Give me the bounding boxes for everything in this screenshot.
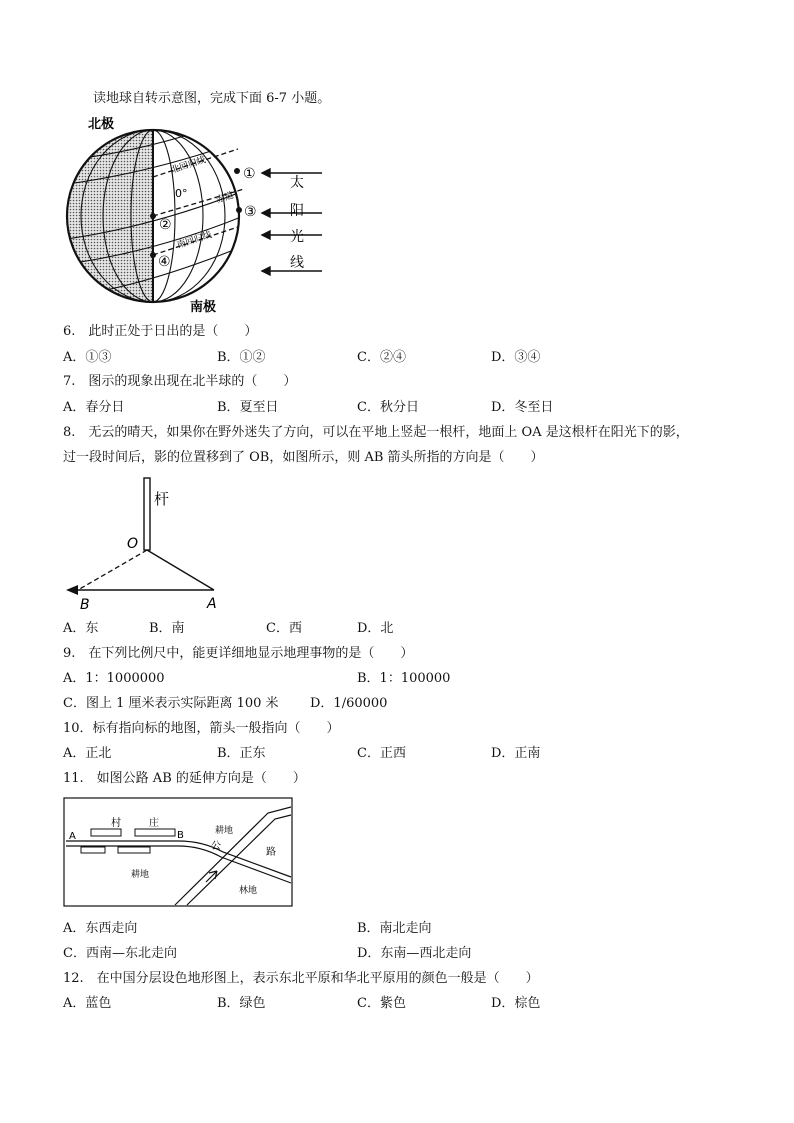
sunlight-char-2: 阳 [290,203,304,219]
village-block-3 [81,847,105,853]
q11-option-c[interactable]: C．西南—东北走向 [63,946,177,961]
village-char-1: 村 [111,818,121,829]
arrow-head [66,585,78,595]
tropic-capricorn-label: 南回归线 [175,230,214,251]
village-char-2: 庄 [149,818,159,829]
q11-option-d[interactable]: D．东南—西北走向 [357,946,472,961]
highway-char-1: 公 [211,841,221,852]
q12-stem: 12. 在中国分层设色地形图上，表示东北平原和华北平原用的颜色一般是（ ） [63,971,539,986]
q9-option-a[interactable]: A．1：1000000 [63,671,165,686]
q11-stem: 11. 如图公路 AB 的延伸方向是（ ） [63,771,306,786]
sunlight-char-1: 太 [290,175,304,191]
equator-label: 赤道 [214,190,236,206]
point-a-label: A [207,596,217,612]
marker-4: ④ [158,254,171,270]
shadow-ob [78,550,147,590]
q7-option-c[interactable]: C．秋分日 [357,400,419,415]
farmland-label-bottom: 耕地 [131,870,150,880]
q7-option-a[interactable]: A．春分日 [63,400,125,415]
forest-label: 林地 [239,886,258,896]
q8-option-d[interactable]: D．北 [357,621,394,636]
sunlight-char-4: 线 [290,255,304,271]
q8-option-c[interactable]: C．西 [266,621,302,636]
point-1-dot [234,168,240,174]
q8-option-b[interactable]: B．南 [149,621,185,636]
q9-option-c[interactable]: C．图上 1 厘米表示实际距离 100 米 [63,696,279,711]
point-3-dot [236,207,242,213]
q11-option-a[interactable]: A．东西走向 [63,921,138,936]
q10-option-d[interactable]: D．正南 [491,746,541,761]
intro-text: 读地球自转示意图，完成下面 6-7 小题。 [93,91,331,106]
q10-option-c[interactable]: C．正西 [357,746,406,761]
q7-option-b[interactable]: B．夏至日 [217,400,279,415]
south-pole-label: 南极 [190,300,217,315]
marker-3: ③ [244,204,257,220]
q6-option-d[interactable]: D．③④ [491,350,541,365]
q12-option-d[interactable]: D．棕色 [491,996,541,1011]
earth-rotation-diagram [60,115,340,315]
q7-option-d[interactable]: D．冬至日 [491,400,554,415]
village-block-1 [91,829,121,836]
point-4-dot [150,252,156,258]
q7-stem: 7. 图示的现象出现在北半球的（ ） [63,374,297,389]
road-label-a: A [69,831,76,842]
road-label-b: B [177,830,184,841]
q10-stem: 10．标有指向标的地图，箭头一般指向（ ） [63,721,340,736]
tropic-cancer-label: 北回归线 [169,155,208,176]
q12-option-c[interactable]: C．紫色 [357,996,406,1011]
q11-option-b[interactable]: B．南北走向 [357,921,432,936]
pole-label: 杆 [154,490,170,508]
point-o-label: O [127,536,139,552]
farmland-label-top: 耕地 [215,826,234,836]
night-side [67,130,153,302]
q6-option-c[interactable]: C．②④ [357,350,406,365]
marker-1: ① [243,166,256,182]
point-2-dot [150,213,156,219]
zero-degree-label: 0° [175,187,188,200]
q10-option-a[interactable]: A．正北 [63,746,112,761]
q6-option-a[interactable]: A．①③ [63,350,112,365]
q6-stem: 6. 此时正处于日出的是（ ） [63,324,258,339]
pole-shadow-diagram [60,472,240,617]
q9-option-b[interactable]: B．1：100000 [357,671,451,686]
sunlight-char-3: 光 [290,229,304,245]
village-block-4 [118,847,150,853]
marker-2: ② [159,217,172,233]
shadow-oa [147,550,214,590]
highway-char-2: 路 [266,847,276,858]
q12-option-a[interactable]: A．蓝色 [63,996,112,1011]
q8-stem-line2: 过一段时间后，影的位置移到了 OB，如图所示，则 AB 箭头所指的方向是（ ） [63,450,544,465]
point-b-label: B [80,597,90,613]
q12-option-b[interactable]: B．绿色 [217,996,266,1011]
q8-stem-line1: 8. 无云的晴天，如果你在野外迷失了方向，可以在平地上竖起一根杆，地面上 OA 是这根杆在阳光下的影， [63,425,689,440]
q9-option-d[interactable]: D．1/60000 [310,696,388,711]
north-pole-label: 北极 [88,117,115,132]
q8-option-a[interactable]: A．东 [63,621,99,636]
q10-option-b[interactable]: B．正东 [217,746,266,761]
pole [144,478,150,550]
q9-stem: 9. 在下列比例尺中，能更详细地显示地理事物的是（ ） [63,646,414,661]
road-map-diagram [63,797,295,909]
q6-option-b[interactable]: B．①② [217,350,266,365]
village-block-2 [135,829,175,836]
